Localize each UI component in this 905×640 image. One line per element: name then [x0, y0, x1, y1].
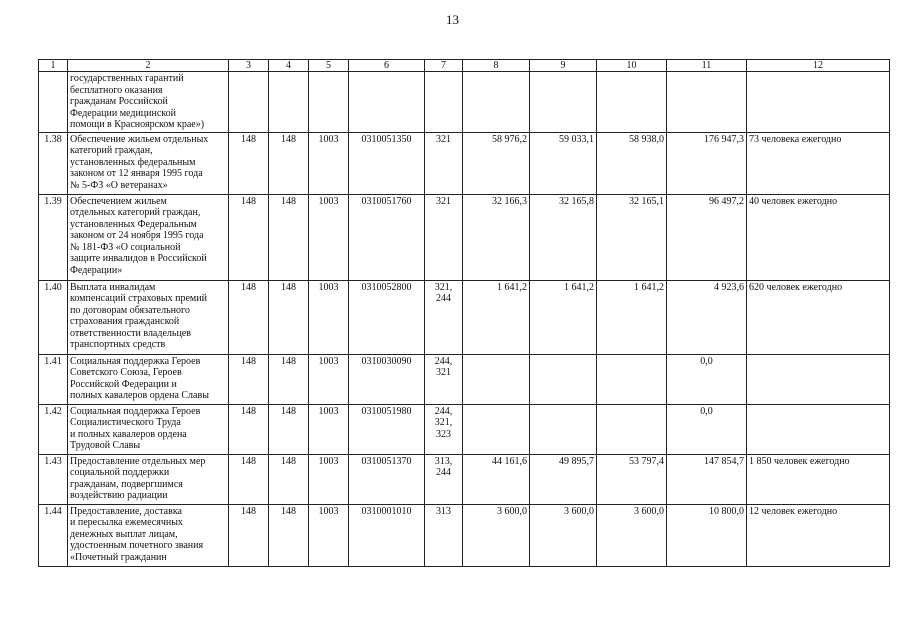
col-header-8: 8	[463, 60, 530, 72]
col-header-6: 6	[349, 60, 425, 72]
col-header-1: 1	[39, 60, 68, 72]
header-row	[39, 60, 890, 72]
cell-rz: 148	[269, 132, 309, 194]
program-table	[38, 59, 890, 567]
col-header-3: 3	[229, 60, 269, 72]
cell-grbs: 148	[229, 132, 269, 194]
row-name: Обеспечением жильем отдельных категорий граждан, установленных Федеральным законом от 24 ноября 1995 года № 181-ФЗ «О социальной защите инвалидов в Российской Федерации»	[68, 194, 229, 280]
table-row	[39, 504, 890, 566]
cell-csr: 0310030090	[349, 354, 425, 404]
cell-total: 0,0	[667, 354, 747, 404]
col-header-12: 12	[747, 60, 890, 72]
cell-rz	[269, 72, 309, 133]
cell-year3: 3 600,0	[597, 504, 667, 566]
row-name: Обеспечение жильем отдельных категорий граждан, установленных федеральным законом от 12 января 1995 года № 5-ФЗ «О ветеранах»	[68, 132, 229, 194]
row-number: 1.38	[39, 132, 68, 194]
cell-result: 73 человека ежегодно	[747, 132, 890, 194]
cell-csr	[349, 72, 425, 133]
cell-pr: 1003	[309, 354, 349, 404]
cell-year2: 59 033,1	[530, 132, 597, 194]
cell-year2	[530, 404, 597, 454]
cell-year2: 49 895,7	[530, 454, 597, 504]
row-name: Социальная поддержка Героев Социалистического Труда и полных кавалеров ордена Трудовой Славы	[68, 404, 229, 454]
cell-year2: 1 641,2	[530, 280, 597, 354]
cell-vr: 313	[425, 504, 463, 566]
page-number: 13	[446, 12, 459, 27]
cell-rz: 148	[269, 454, 309, 504]
col-header-7: 7	[425, 60, 463, 72]
cell-rz: 148	[269, 354, 309, 404]
col-header-4: 4	[269, 60, 309, 72]
col-header-5: 5	[309, 60, 349, 72]
cell-year3: 58 938,0	[597, 132, 667, 194]
row-name: государственных гарантий бесплатного оказания гражданам Российской Федерации медицинской помощи в Красноярском крае»)	[68, 72, 229, 133]
cell-rz: 148	[269, 404, 309, 454]
cell-grbs: 148	[229, 454, 269, 504]
cell-year3	[597, 72, 667, 133]
cell-year3	[597, 404, 667, 454]
col-header-2: 2	[68, 60, 229, 72]
table-row	[39, 280, 890, 354]
cell-year1: 32 166,3	[463, 194, 530, 280]
row-number: 1.41	[39, 354, 68, 404]
row-number	[39, 72, 68, 133]
cell-year1	[463, 404, 530, 454]
row-number: 1.39	[39, 194, 68, 280]
cell-year2: 32 165,8	[530, 194, 597, 280]
cell-pr	[309, 72, 349, 133]
cell-vr: 313, 244	[425, 454, 463, 504]
cell-year2	[530, 354, 597, 404]
cell-vr	[425, 72, 463, 133]
cell-total: 96 497,2	[667, 194, 747, 280]
cell-total	[667, 72, 747, 133]
cell-result: 620 человек ежегодно	[747, 280, 890, 354]
table-row	[39, 454, 890, 504]
cell-pr: 1003	[309, 280, 349, 354]
cell-rz: 148	[269, 194, 309, 280]
table-row	[39, 404, 890, 454]
cell-csr: 0310052800	[349, 280, 425, 354]
cell-year1: 58 976,2	[463, 132, 530, 194]
row-number: 1.43	[39, 454, 68, 504]
cell-year1: 44 161,6	[463, 454, 530, 504]
cell-grbs: 148	[229, 504, 269, 566]
cell-rz: 148	[269, 280, 309, 354]
table-row	[39, 354, 890, 404]
cell-year1: 3 600,0	[463, 504, 530, 566]
cell-grbs: 148	[229, 280, 269, 354]
cell-grbs: 148	[229, 194, 269, 280]
cell-result	[747, 404, 890, 454]
cell-vr: 244, 321	[425, 354, 463, 404]
cell-csr: 0310051980	[349, 404, 425, 454]
cell-year1	[463, 72, 530, 133]
cell-pr: 1003	[309, 404, 349, 454]
row-name: Социальная поддержка Героев Советского Союза, Героев Российской Федерации и полных кавалеров ордена Славы	[68, 354, 229, 404]
cell-pr: 1003	[309, 504, 349, 566]
cell-result	[747, 72, 890, 133]
cell-result: 12 человек ежегодно	[747, 504, 890, 566]
cell-csr: 0310051350	[349, 132, 425, 194]
col-header-10: 10	[597, 60, 667, 72]
col-header-11: 11	[667, 60, 747, 72]
cell-vr: 321	[425, 132, 463, 194]
row-number: 1.44	[39, 504, 68, 566]
cell-csr: 0310001010	[349, 504, 425, 566]
cell-vr: 244, 321, 323	[425, 404, 463, 454]
cell-total: 147 854,7	[667, 454, 747, 504]
row-name: Предоставление отдельных мер социальной поддержки гражданам, подвергшимся воздействию радиации	[68, 454, 229, 504]
cell-grbs: 148	[229, 354, 269, 404]
cell-pr: 1003	[309, 194, 349, 280]
cell-year1	[463, 354, 530, 404]
cell-result: 1 850 человек ежегодно	[747, 454, 890, 504]
cell-year3: 1 641,2	[597, 280, 667, 354]
row-number: 1.42	[39, 404, 68, 454]
cell-csr: 0310051370	[349, 454, 425, 504]
cell-vr: 321, 244	[425, 280, 463, 354]
cell-result: 40 человек ежегодно	[747, 194, 890, 280]
table-row	[39, 194, 890, 280]
cell-year3: 53 797,4	[597, 454, 667, 504]
cell-grbs: 148	[229, 404, 269, 454]
table-row	[39, 132, 890, 194]
cell-year3: 32 165,1	[597, 194, 667, 280]
cell-pr: 1003	[309, 132, 349, 194]
cell-total: 0,0	[667, 404, 747, 454]
cell-year1: 1 641,2	[463, 280, 530, 354]
cell-pr: 1003	[309, 454, 349, 504]
col-header-9: 9	[530, 60, 597, 72]
cell-total: 10 800,0	[667, 504, 747, 566]
cell-grbs	[229, 72, 269, 133]
row-number: 1.40	[39, 280, 68, 354]
cell-rz: 148	[269, 504, 309, 566]
cell-total: 4 923,6	[667, 280, 747, 354]
cell-year3	[597, 354, 667, 404]
table-row	[39, 72, 890, 133]
cell-year2: 3 600,0	[530, 504, 597, 566]
cell-csr: 0310051760	[349, 194, 425, 280]
cell-year2	[530, 72, 597, 133]
cell-result	[747, 354, 890, 404]
cell-total: 176 947,3	[667, 132, 747, 194]
row-name: Выплата инвалидам компенсаций страховых премий по договорам обязательного страхования гражданской ответственности владельцев транспортных средств	[68, 280, 229, 354]
row-name: Предоставление, доставка и пересылка ежемесячных денежных выплат лицам, удостоенным почетного звания «Почетный гражданин	[68, 504, 229, 566]
cell-vr: 321	[425, 194, 463, 280]
